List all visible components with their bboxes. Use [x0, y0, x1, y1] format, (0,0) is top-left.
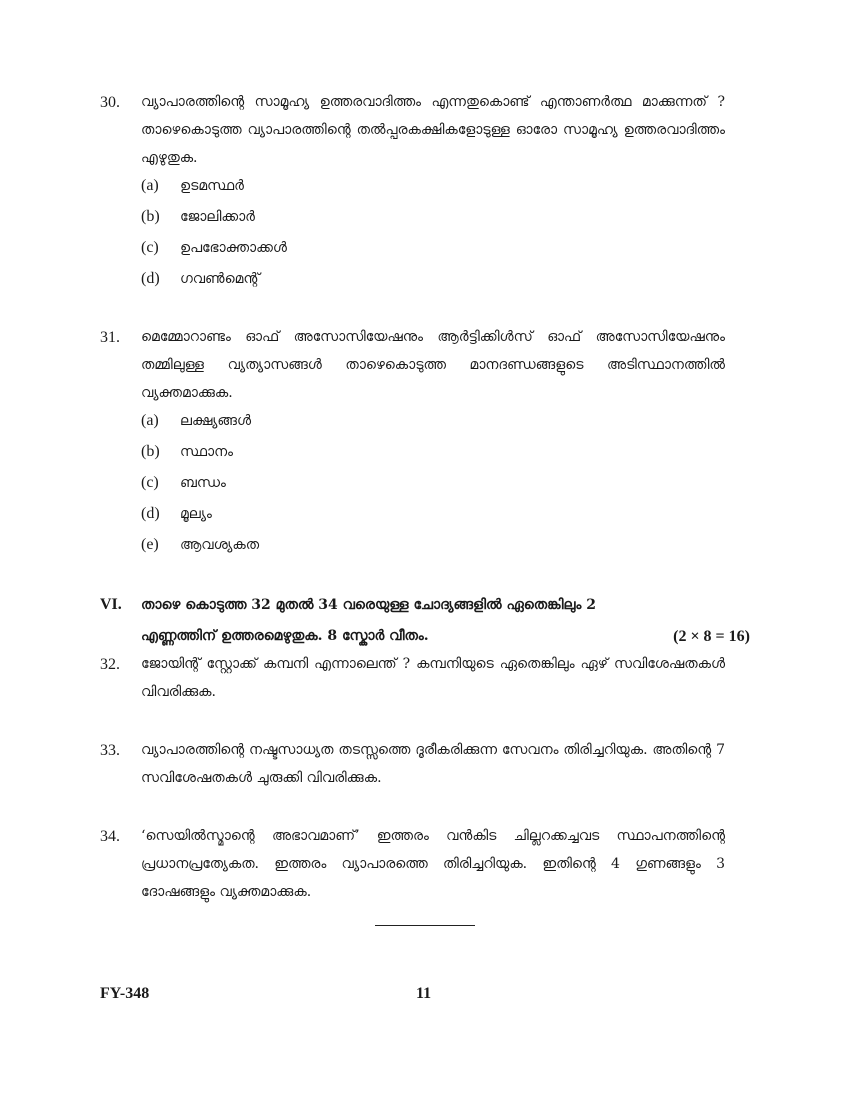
- option-a: [141, 174, 725, 205]
- question-30: [100, 88, 725, 298]
- option-text: ബന്ധം: [180, 475, 226, 491]
- option-label: (c): [141, 474, 159, 491]
- options-list: [141, 174, 725, 298]
- question-text: വ്യാപാരത്തിന്റെ നഷ്ടസാധ്യത തടസ്സത്തെ ദൂരീകരിക്കുന്ന സേവനം തിരിച്ചറിയുക. അതിന്റെ 7 സവിശേഷതകൾ ചുരുക്കി വിവരിക്കുക.: [141, 742, 725, 786]
- question-number: 33.: [100, 742, 120, 759]
- option-label: (d): [141, 270, 160, 287]
- option-label: (d): [141, 505, 160, 522]
- option-label: (b): [141, 443, 160, 460]
- question-34: [100, 822, 725, 906]
- footer-page-number: 11: [416, 985, 432, 1002]
- option-text: മൂല്യം: [180, 506, 212, 522]
- section-number: VI.: [100, 596, 122, 613]
- question-text: ജോയിന്റ് സ്റ്റോക്ക് കമ്പനി എന്നാലെന്ത് ? കമ്പനിയുടെ ഏതെങ്കിലും ഏഴ് സവിശേഷതകൾ വിവരിക്കുക.: [141, 656, 725, 700]
- option-b: [141, 440, 725, 471]
- footer-code: FY-348: [100, 985, 150, 1002]
- section-vi-header: [100, 590, 750, 652]
- question-text: വ്യാപാരത്തിന്റെ സാമൂഹ്യ ഉത്തരവാദിത്തം എന്നതുകൊണ്ട് എന്താണർത്ഥ മാക്കുന്നത് ? താഴെകൊടുത്ത വ്യാപാരത്തിന്റെ തൽപ്പരകക്ഷികളോടുള്ള ഓരോ സാമൂഹ്യ ഉത്തരവാദിത്തം എഴുതുക.: [141, 94, 725, 166]
- option-label: (e): [141, 536, 159, 553]
- option-text: സ്ഥാനം: [180, 444, 233, 460]
- question-text: ‘സെയിൽസ്മാന്റെ അഭാവമാണ്’ ഇത്തരം വൻകിട ചില്ലറക്കച്ചവട സ്ഥാപനത്തിന്റെ പ്രധാനപ്രത്യേകത. ഇത്തരം വ്യാപാരത്തെ തിരിച്ചറിയുക. ഇതിന്റെ 4 ഗുണങ്ങളും 3 ദോഷങ്ങളും വ്യക്തമാക്കുക.: [141, 828, 725, 900]
- end-divider: [375, 925, 475, 926]
- option-d: [141, 502, 725, 533]
- question-31: [100, 323, 725, 564]
- option-text: ഗവൺമെന്റ്: [180, 271, 260, 287]
- question-32: [100, 650, 725, 706]
- option-label: (b): [141, 208, 160, 225]
- option-text: ലക്ഷ്യങ്ങൾ: [180, 413, 251, 429]
- option-label: (a): [141, 177, 159, 194]
- option-text: ഉപഭോക്താക്കൾ: [180, 240, 287, 256]
- option-text: ആവശ്യകത: [180, 537, 260, 553]
- option-a: [141, 409, 725, 440]
- section-instruction: താഴെ കൊടുത്ത 32 മുതൽ 34 വരെയുള്ള ചോദ്യങ്ങളിൽ ഏതെങ്കിലും 2 എണ്ണത്തിന് ഉത്തരമെഴുതുക. 8 സ്കോർ വീതം.: [141, 597, 596, 644]
- option-b: [141, 205, 725, 236]
- question-number: 31.: [100, 329, 120, 346]
- options-list: [141, 409, 725, 564]
- option-label: (a): [141, 412, 159, 429]
- question-number: 34.: [100, 828, 120, 845]
- section-marks: (2 × 8 = 16): [673, 628, 750, 645]
- option-d: [141, 267, 725, 298]
- question-number: 32.: [100, 656, 120, 673]
- option-c: [141, 471, 725, 502]
- option-text: ജോലിക്കാർ: [180, 209, 255, 225]
- question-text: മെമ്മോറാണ്ടം ഓഫ് അസോസിയേഷനും ആർട്ടിക്കിൾസ് ഓഫ് അസോസിയേഷനും തമ്മിലുള്ള വ്യത്യാസങ്ങൾ താഴെകൊടുത്ത മാനദണ്ഡങ്ങളുടെ അടിസ്ഥാനത്തിൽ വ്യക്തമാക്കുക.: [141, 329, 725, 401]
- question-33: [100, 736, 725, 792]
- question-number: 30.: [100, 94, 120, 111]
- option-c: [141, 236, 725, 267]
- option-text: ഉടമസ്ഥർ: [180, 178, 244, 194]
- option-label: (c): [141, 239, 159, 256]
- option-e: [141, 533, 725, 564]
